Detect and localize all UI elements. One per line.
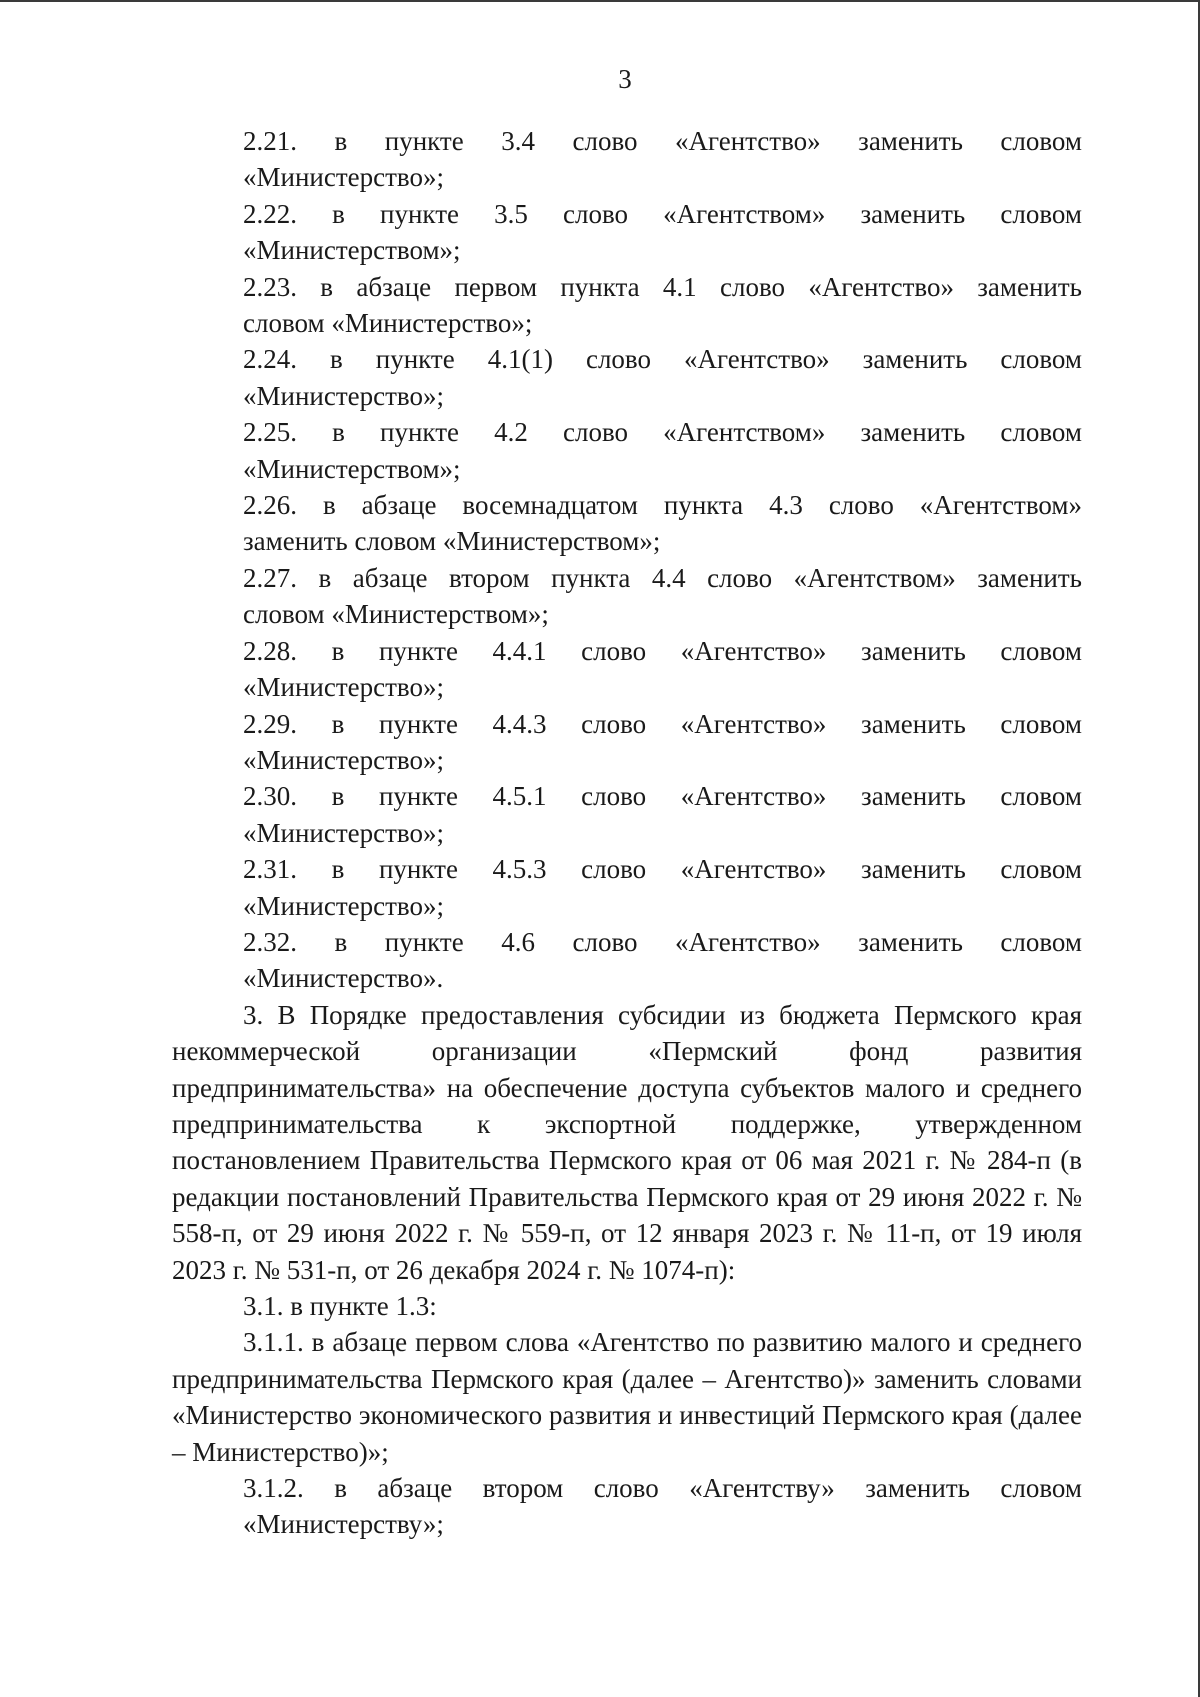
amendment-item-line-2: «Министерство»;: [243, 890, 444, 921]
amendment-item: [172, 414, 1082, 487]
amendment-item-line-1: 2.28. в пункте 4.4.1 слово «Агентство» заменить словом: [243, 635, 1082, 666]
amendment-item-line-1: 2.24. в пункте 4.1(1) слово «Агентство» заменить словом: [243, 344, 1082, 375]
amendment-item-line-1: 2.29. в пункте 4.4.3 слово «Агентство» заменить словом: [243, 708, 1082, 739]
item-3-1-1: 3.1.1. в абзаце первом слова «Агентство по развитию малого и среднего предпринимательства Пермского края (далее – Агентство)» заменить словами «Министерство экономического развития и инвестиций Пермского края (далее – Министерство)»;: [172, 1327, 1082, 1467]
page-number: 3: [618, 64, 632, 94]
amendment-item-line-1: 2.21. в пункте 3.4 слово «Агентство» заменить словом: [243, 126, 1082, 156]
amendment-item-line-2: «Министерством»;: [243, 235, 461, 266]
amendment-item: [172, 924, 1082, 997]
amendment-item: [172, 341, 1082, 414]
amendment-item-line-2: «Министерством»;: [243, 453, 461, 484]
amendment-item-line-1: 2.26. в абзаце восемнадцатом пункта 4.3 слово «Агентством»: [243, 490, 1082, 521]
item-3-1-2: [172, 1470, 1082, 1543]
amendment-item-line-1: 2.27. в абзаце втором пункта 4.4 слово «Агентством» заменить: [243, 562, 1082, 593]
item-3-1-2-line-2: «Министерству»;: [243, 1509, 444, 1540]
document-body: [172, 123, 1082, 1543]
amendment-item-line-2: словом «Министерством»;: [243, 599, 549, 630]
amendment-item-line-1: 2.23. в абзаце первом пункта 4.1 слово «Агентство» заменить: [243, 271, 1082, 302]
amendment-item: [172, 633, 1082, 706]
amendment-item: [172, 196, 1082, 269]
amendment-item: [172, 851, 1082, 924]
amendment-item-line-2: «Министерство»;: [243, 817, 444, 848]
amendment-item-line-2: заменить словом «Министерством»;: [243, 526, 661, 557]
amendment-item-line-1: 2.30. в пункте 4.5.1 слово «Агентство» заменить словом: [243, 781, 1082, 812]
amendment-item: [172, 269, 1082, 342]
amendment-item-line-2: «Министерство».: [243, 963, 444, 994]
item-3-1-2-line-1: 3.1.2. в абзаце втором слово «Агентству» заменить словом: [243, 1473, 1082, 1504]
amendment-item-line-1: 2.22. в пункте 3.5 слово «Агентством» заменить словом: [243, 198, 1082, 229]
amendment-item-line-2: «Министерство»;: [243, 162, 444, 193]
amendment-item-line-1: 2.25. в пункте 4.2 слово «Агентством» заменить словом: [243, 417, 1082, 448]
amendment-item: [172, 706, 1082, 779]
amendment-item-line-2: «Министерство»;: [243, 672, 444, 703]
amendment-item-line-1: 2.32. в пункте 4.6 слово «Агентство» заменить словом: [243, 926, 1082, 957]
amendment-item-line-1: 2.31. в пункте 4.5.3 слово «Агентство» заменить словом: [243, 854, 1082, 885]
amendment-item: [172, 778, 1082, 851]
section-3-paragraph: 3. В Порядке предоставления субсидии из бюджета Пермского края некоммерческой организации «Пермский фонд развития предпринимательства» на обеспечение доступа субъектов малого и среднего предпринимательства к экспортной поддержке, утвержденном постановлением Правительства Пермского края от 06 мая 2021 г. № 284-п (в редакции постановлений Правительства Пермского края от 29 июня 2022 г. № 558-п, от 29 июня 2022 г. № 559-п, от 12 января 2023 г. № 11-п, от 19 июля 2023 г. № 531-п, от 26 декабря 2024 г. № 1074-п):: [172, 999, 1082, 1285]
amendment-item-line-2: «Министерство»;: [243, 744, 444, 775]
amendment-item-line-2: «Министерство»;: [243, 380, 444, 411]
amendment-item: [172, 123, 1082, 196]
item-3-1: 3.1. в пункте 1.3:: [243, 1291, 437, 1321]
amendment-item-line-2: словом «Министерство»;: [243, 308, 533, 339]
amendment-item: [172, 560, 1082, 633]
amendment-item: [172, 487, 1082, 560]
